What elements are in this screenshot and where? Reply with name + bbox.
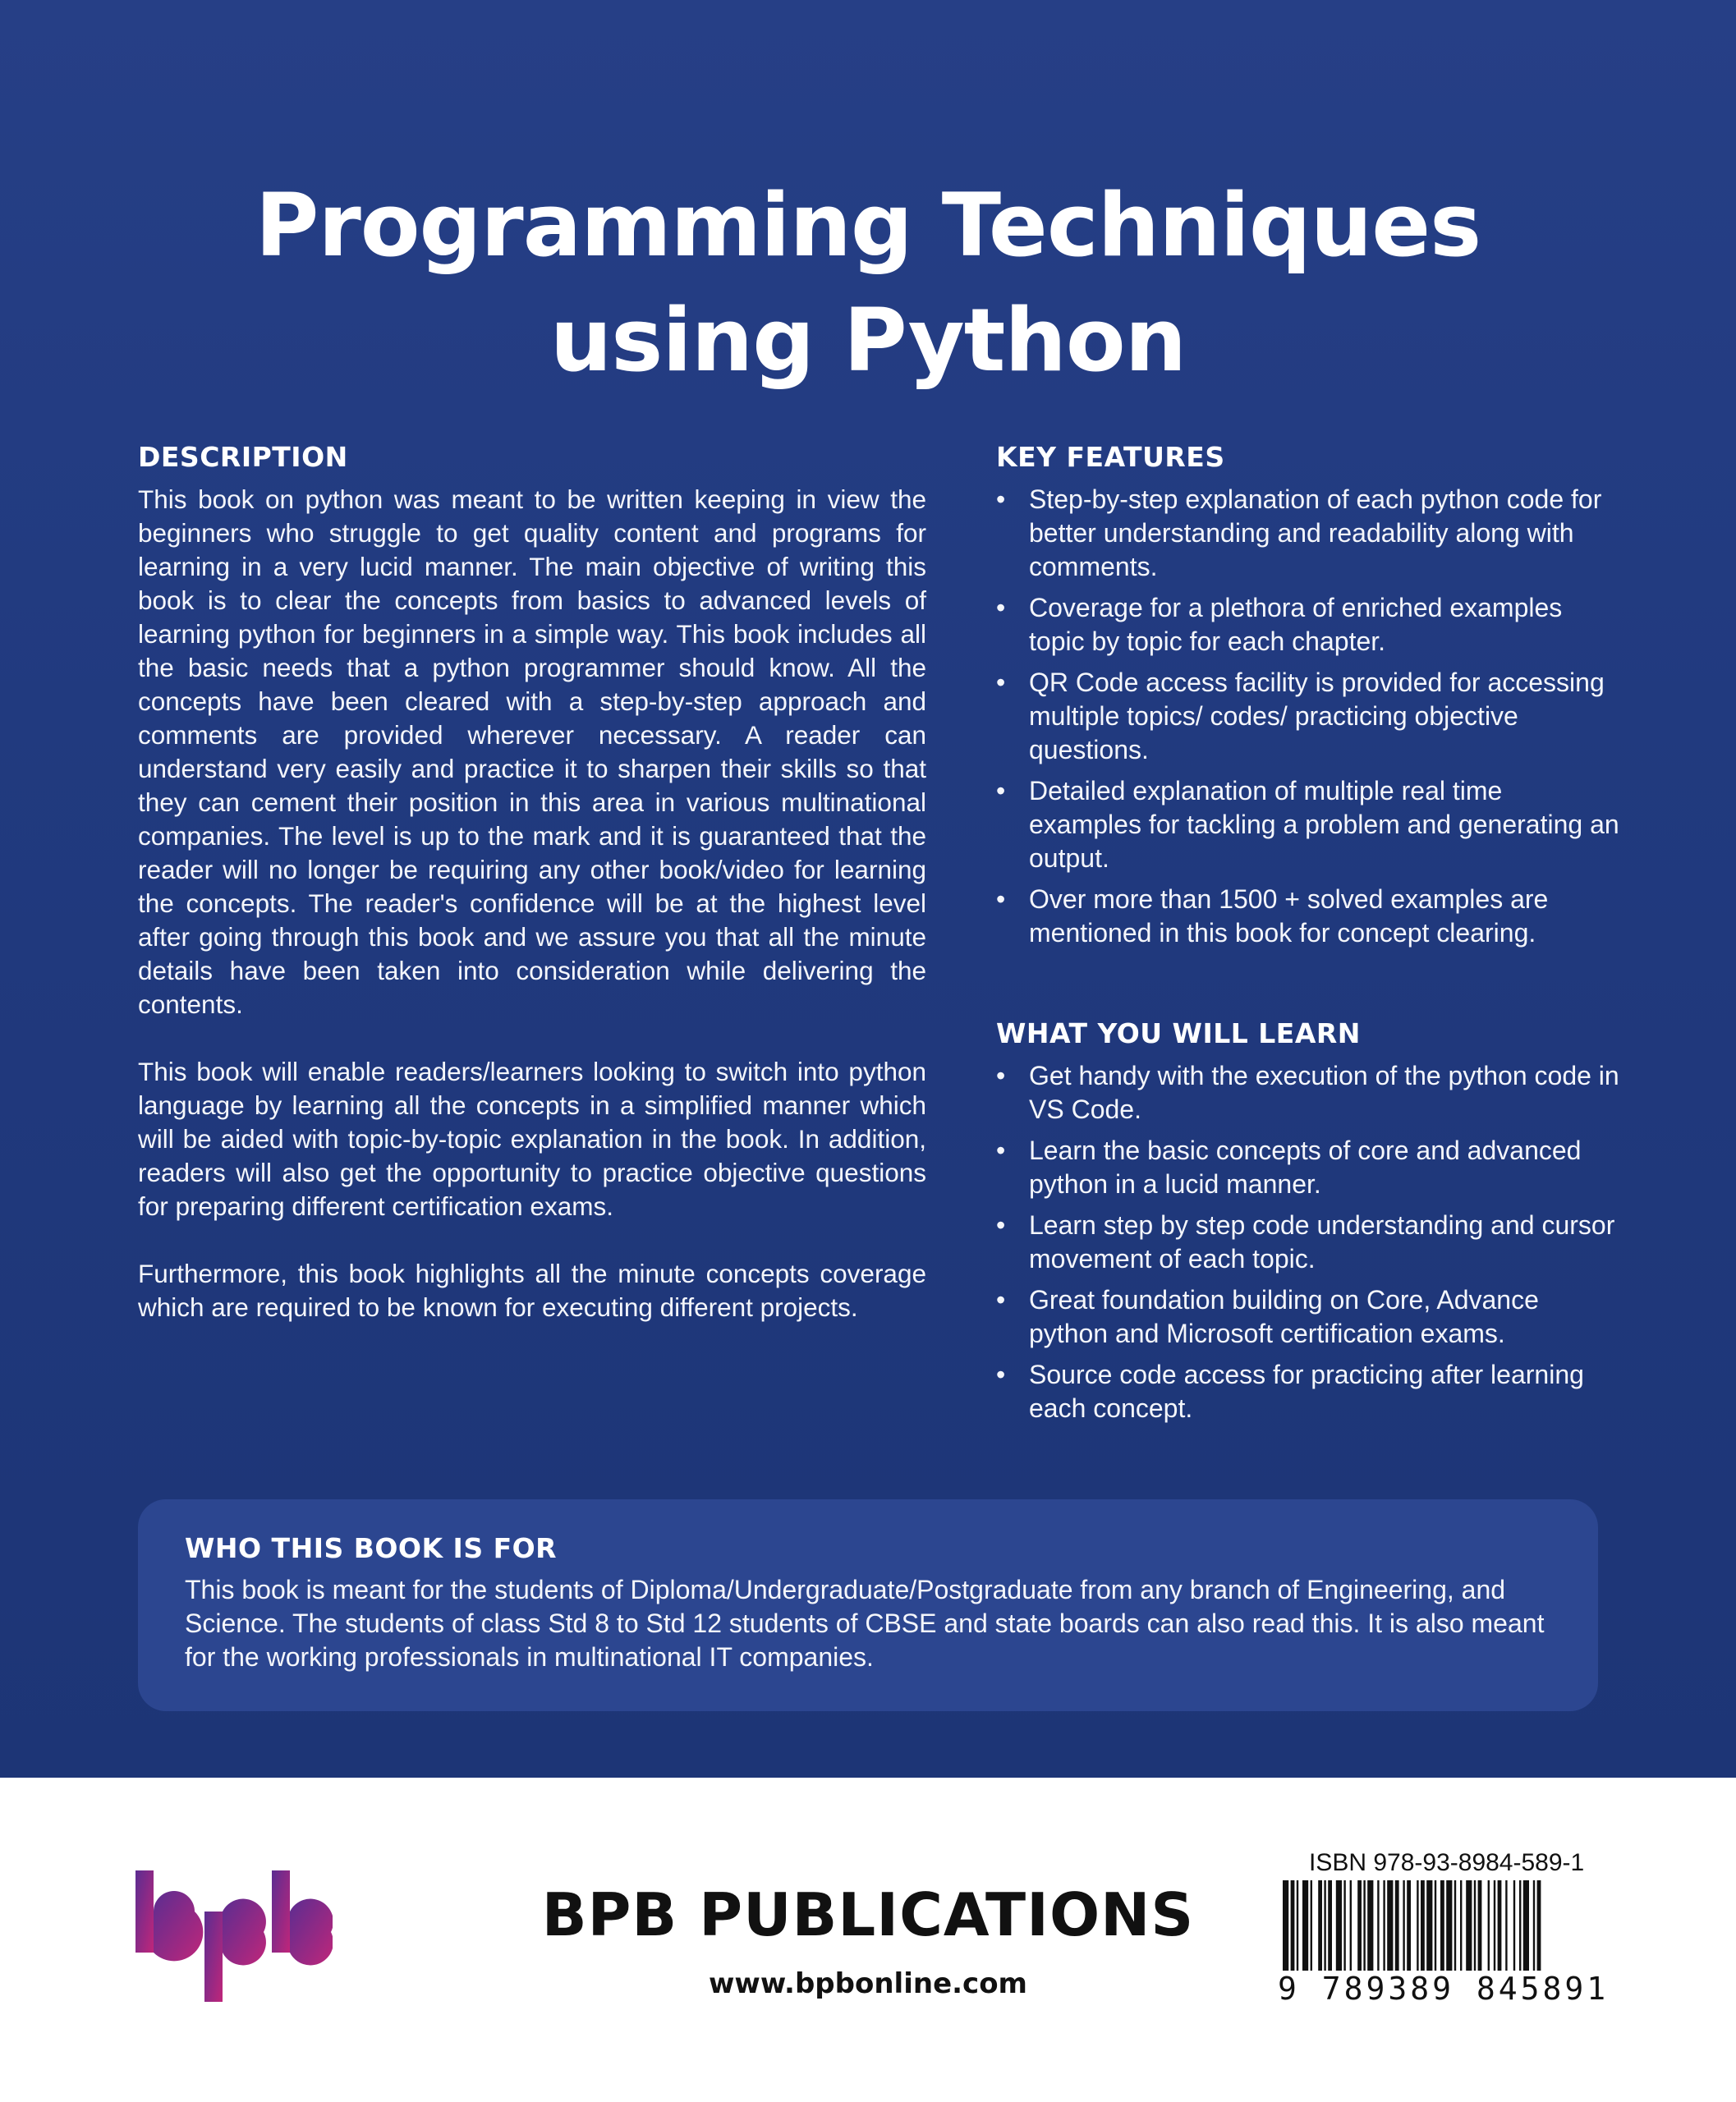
barcode-bar	[1488, 1880, 1490, 1971]
publisher-name: BPB PUBLICATIONS	[541, 1880, 1195, 1949]
what-you-will-learn-heading: WHAT YOU WILL LEARN	[996, 1017, 1361, 1049]
key-feature-text: Step-by-step explanation of each python code for better understanding and readability along with comments.	[1029, 484, 1602, 581]
barcode-bar	[1336, 1880, 1342, 1971]
bullet-icon: •	[996, 593, 1006, 622]
barcode-bar	[1387, 1880, 1393, 1971]
learn-item-text: Learn the basic concepts of core and advanced python in a lucid manner.	[1029, 1136, 1582, 1199]
book-title-line-1: Programming Techniques	[255, 175, 1481, 276]
learn-item	[996, 1059, 1620, 1127]
barcode-bar	[1302, 1880, 1308, 1971]
key-feature-text: QR Code access facility is provided for accessing multiple topics/ codes/ practicing objective questions.	[1029, 668, 1605, 764]
learn-item-text: Learn step by step code understanding and cursor movement of each topic.	[1029, 1210, 1615, 1274]
bullet-icon: •	[996, 1285, 1006, 1315]
barcode-bar	[1519, 1880, 1521, 1971]
learn-list	[996, 1059, 1620, 1425]
barcode-bar	[1440, 1880, 1444, 1971]
key-feature-item	[996, 666, 1620, 767]
isbn-label: ISBN 978-93-8984-589-1	[1309, 1849, 1585, 1876]
barcode-bar	[1403, 1880, 1404, 1971]
barcode-bar	[1435, 1880, 1436, 1971]
barcode-bar	[1523, 1880, 1529, 1971]
description-paragraph-3: Furthermore, this book highlights all the minute concepts coverage which are required to be known for executing different projects.	[138, 1259, 926, 1322]
barcode-bar	[1291, 1880, 1295, 1971]
isbn-digits: 9 789389 845891	[1278, 1971, 1610, 2007]
barcode-bar	[1383, 1880, 1385, 1971]
features-column	[996, 441, 1620, 1433]
key-feature-item	[996, 883, 1620, 950]
barcode-bar	[1466, 1880, 1472, 1971]
barcode-bar	[1343, 1880, 1345, 1971]
who-this-book-is-for-box	[138, 1499, 1598, 1711]
barcode-bar	[1328, 1880, 1332, 1971]
description-paragraph-2: This book will enable readers/learners looking to switch into python language by learning all the concepts in a simplified manner which will be aided with topic-by-topic explanation in the book. In addition, readers will also get the opportunity to practice objective questions for preparing different certification exams.	[138, 1057, 926, 1221]
key-feature-text: Over more than 1500 + solved examples are mentioned in this book for concept clearing.	[1029, 884, 1549, 948]
bullet-icon: •	[996, 484, 1006, 514]
learn-item	[996, 1209, 1620, 1276]
learn-item	[996, 1134, 1620, 1201]
barcode-bar	[1446, 1880, 1452, 1971]
barcode-bar	[1533, 1880, 1535, 1971]
learn-item	[996, 1358, 1620, 1425]
barcode-bar	[1494, 1880, 1495, 1971]
key-feature-text: Detailed explanation of multiple real time examples for tackling a problem and generating an output.	[1029, 776, 1619, 873]
key-feature-item	[996, 483, 1620, 584]
learn-item	[996, 1283, 1620, 1351]
description-heading: DESCRIPTION	[138, 441, 348, 473]
barcode-bar	[1421, 1880, 1425, 1971]
what-you-will-learn-section	[996, 1017, 1620, 1425]
learn-item-text: Great foundation building on Core, Advance python and Microsoft certification exams.	[1029, 1285, 1539, 1348]
barcode-bar	[1474, 1880, 1476, 1971]
barcode-bar	[1377, 1880, 1379, 1971]
bullet-icon: •	[996, 1061, 1006, 1090]
barcode-bar	[1498, 1880, 1502, 1971]
description-paragraph-1: This book on python was meant to be written keeping in view the beginners who struggle to get quality content and programs for learning in a very lucid manner. The main objective of writing this book is to clear the concepts from basics to advanced levels of learning python for beginners in a simple way. This book includes all the basic needs that a python programmer should know. All the concepts have been cleared with a step-by-step approach and comments are provided wherever necessary. A reader can understand very easily and practice it to sharpen their skills so that they can cement their position in this area in various multinational companies. The level is up to the mark and it is guaranteed that the reader will no longer be requiring any other book/video for learning the concepts. The reader's confidence will be at the highest level after going through this book and we assure you that all the minute details have been taken into consideration while delivering the contents.	[138, 484, 926, 1019]
bullet-icon: •	[996, 1360, 1006, 1389]
key-features-heading: KEY FEATURES	[996, 441, 1225, 473]
description-section	[138, 441, 926, 1358]
barcode-bar	[1350, 1880, 1352, 1971]
barcode-bar	[1537, 1880, 1541, 1971]
key-features-section	[996, 441, 1620, 950]
barcode-icon	[1283, 1880, 1610, 1971]
bullet-icon: •	[996, 668, 1006, 697]
bullet-icon: •	[996, 1136, 1006, 1165]
barcode-bar	[1297, 1880, 1298, 1971]
barcode-bar	[1513, 1880, 1515, 1971]
learn-item-text: Source code access for practicing after learning each concept.	[1029, 1360, 1584, 1423]
barcode-bar	[1283, 1880, 1288, 1971]
barcode-bar	[1367, 1880, 1373, 1971]
who-this-book-is-for-heading: WHO THIS BOOK IS FOR	[185, 1532, 558, 1564]
barcode-bar	[1478, 1880, 1482, 1971]
barcode-bar	[1426, 1880, 1432, 1971]
barcode-bar	[1460, 1880, 1462, 1971]
book-title	[0, 168, 1736, 398]
book-title-line-2: using Python	[549, 290, 1187, 391]
key-feature-item	[996, 591, 1620, 659]
barcode-bar	[1324, 1880, 1325, 1971]
who-this-book-is-for-text: This book is meant for the students of Diploma/Undergraduate/Postgraduate from any branch of Engineering, and Science. The students of class Std 8 to Std 12 students of CBSE and state boards can also read this. It is also meant for the working professionals in multinational IT companies.	[185, 1575, 1545, 1672]
barcode-bar	[1505, 1880, 1507, 1971]
barcode-bar	[1395, 1880, 1399, 1971]
publisher-url[interactable]: www.bpbonline.com	[709, 1967, 1027, 2000]
barcode-bar	[1417, 1880, 1418, 1971]
learn-item-text: Get handy with the execution of the python code in VS Code.	[1029, 1061, 1619, 1124]
key-features-list	[996, 483, 1620, 950]
key-feature-text: Coverage for a plethora of enriched examples topic by topic for each chapter.	[1029, 593, 1563, 656]
bullet-icon: •	[996, 776, 1006, 805]
barcode-bar	[1454, 1880, 1456, 1971]
bullet-icon: •	[996, 1210, 1006, 1240]
key-feature-item	[996, 774, 1620, 875]
barcode-bar	[1363, 1880, 1365, 1971]
barcode-bar	[1357, 1880, 1362, 1971]
barcode-bar	[1311, 1880, 1312, 1971]
barcode-bar	[1318, 1880, 1322, 1971]
barcode-bar	[1407, 1880, 1411, 1971]
bullet-icon: •	[996, 884, 1006, 914]
